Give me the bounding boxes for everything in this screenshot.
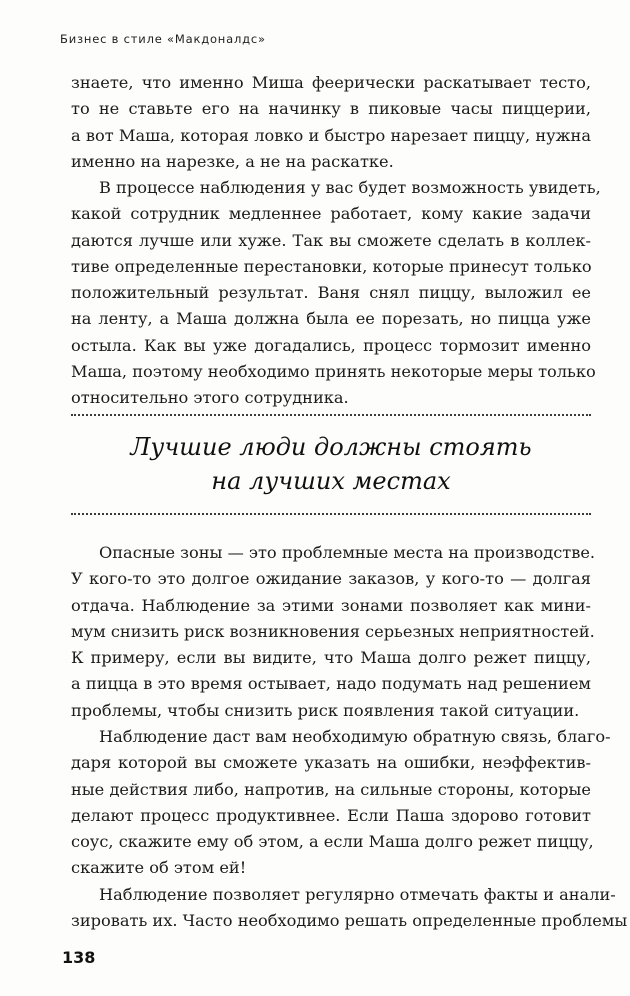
text-line: зировать их. Часто необходимо решать определенные проблемы — [71, 911, 628, 931]
text-line: отдача. Наблюдение за этими зонами позволяет как мини- — [71, 595, 591, 615]
heading-line: на лучших местах — [211, 467, 451, 495]
text-line: Наблюдение даст вам необходимую обратную связь, благо- — [99, 727, 611, 746]
text-line: К примеру, если вы видите, что Маша долго режет пиццу, — [71, 648, 591, 668]
text-line: то не ставьте его на начинку в пиковые часы пиццерии, — [71, 99, 591, 119]
text-line: Наблюдение позволяет регулярно отмечать факты и анали- — [99, 885, 616, 904]
text-line: даются лучше или хуже. Так вы сможете сделать в коллек- — [71, 230, 591, 250]
paragraph-4 — [71, 724, 611, 882]
paragraph-3 — [71, 540, 596, 724]
paragraph-5 — [71, 882, 628, 935]
heading-line: Лучшие люди должны стоять — [130, 433, 532, 461]
text-line: именно на нарезке, а не на раскатке. — [71, 151, 394, 171]
text-line: даря которой вы сможете указать на ошибки, неэффектив- — [71, 753, 591, 773]
section-heading — [71, 430, 591, 498]
text-line: Опасные зоны — это проблемные места на производстве. — [99, 543, 596, 562]
text-line: соус, скажите ему об этом, а если Маша долго режет пиццу, — [71, 832, 594, 852]
text-line: знаете, что именно Миша феерически раскатывает тесто, — [71, 73, 591, 92]
section-divider-top — [71, 414, 591, 416]
text-line: скажите об этом ей! — [71, 858, 247, 878]
text-line: какой сотрудник медленнее работает, кому какие задачи — [71, 204, 591, 224]
text-line: тиве определенные перестановки, которые принесут только — [71, 256, 592, 276]
running-header: Бизнес в стиле «Макдоналдс» — [60, 32, 266, 46]
text-line: мум снизить риск возникновения серьезных неприятностей. — [71, 621, 595, 641]
text-line: относительно этого сотрудника. — [71, 388, 349, 408]
text-line: В процессе наблюдения у вас будет возможность увидеть, — [99, 178, 601, 197]
text-line: а пицца в это время остывает, надо подумать над решением — [71, 674, 591, 694]
text-line: проблемы, чтобы снизить риск появления такой ситуации. — [71, 700, 580, 720]
page-number: 138 — [62, 948, 96, 967]
section-divider-bottom — [71, 513, 591, 515]
text-line: У кого-то это долгое ожидание заказов, у кого-то — долгая — [71, 569, 591, 589]
text-line: остыла. Как вы уже догадались, процесс тормозит именно — [71, 335, 591, 355]
paragraph-2 — [71, 175, 601, 412]
paragraph-1 — [71, 70, 591, 175]
text-line: а вот Маша, которая ловко и быстро нарезает пиццу, нужна — [71, 125, 591, 145]
text-line: Маша, поэтому необходимо принять некоторые меры только — [71, 362, 596, 382]
text-line: делают процесс продуктивнее. Если Паша здорово готовит — [71, 805, 591, 825]
text-line: ные действия либо, напротив, на сильные стороны, которые — [71, 779, 591, 799]
text-line: на ленту, а Маша должна была ее порезать, но пицца уже — [71, 309, 591, 329]
text-line: положительный результат. Ваня снял пиццу, выложил ее — [71, 283, 591, 303]
